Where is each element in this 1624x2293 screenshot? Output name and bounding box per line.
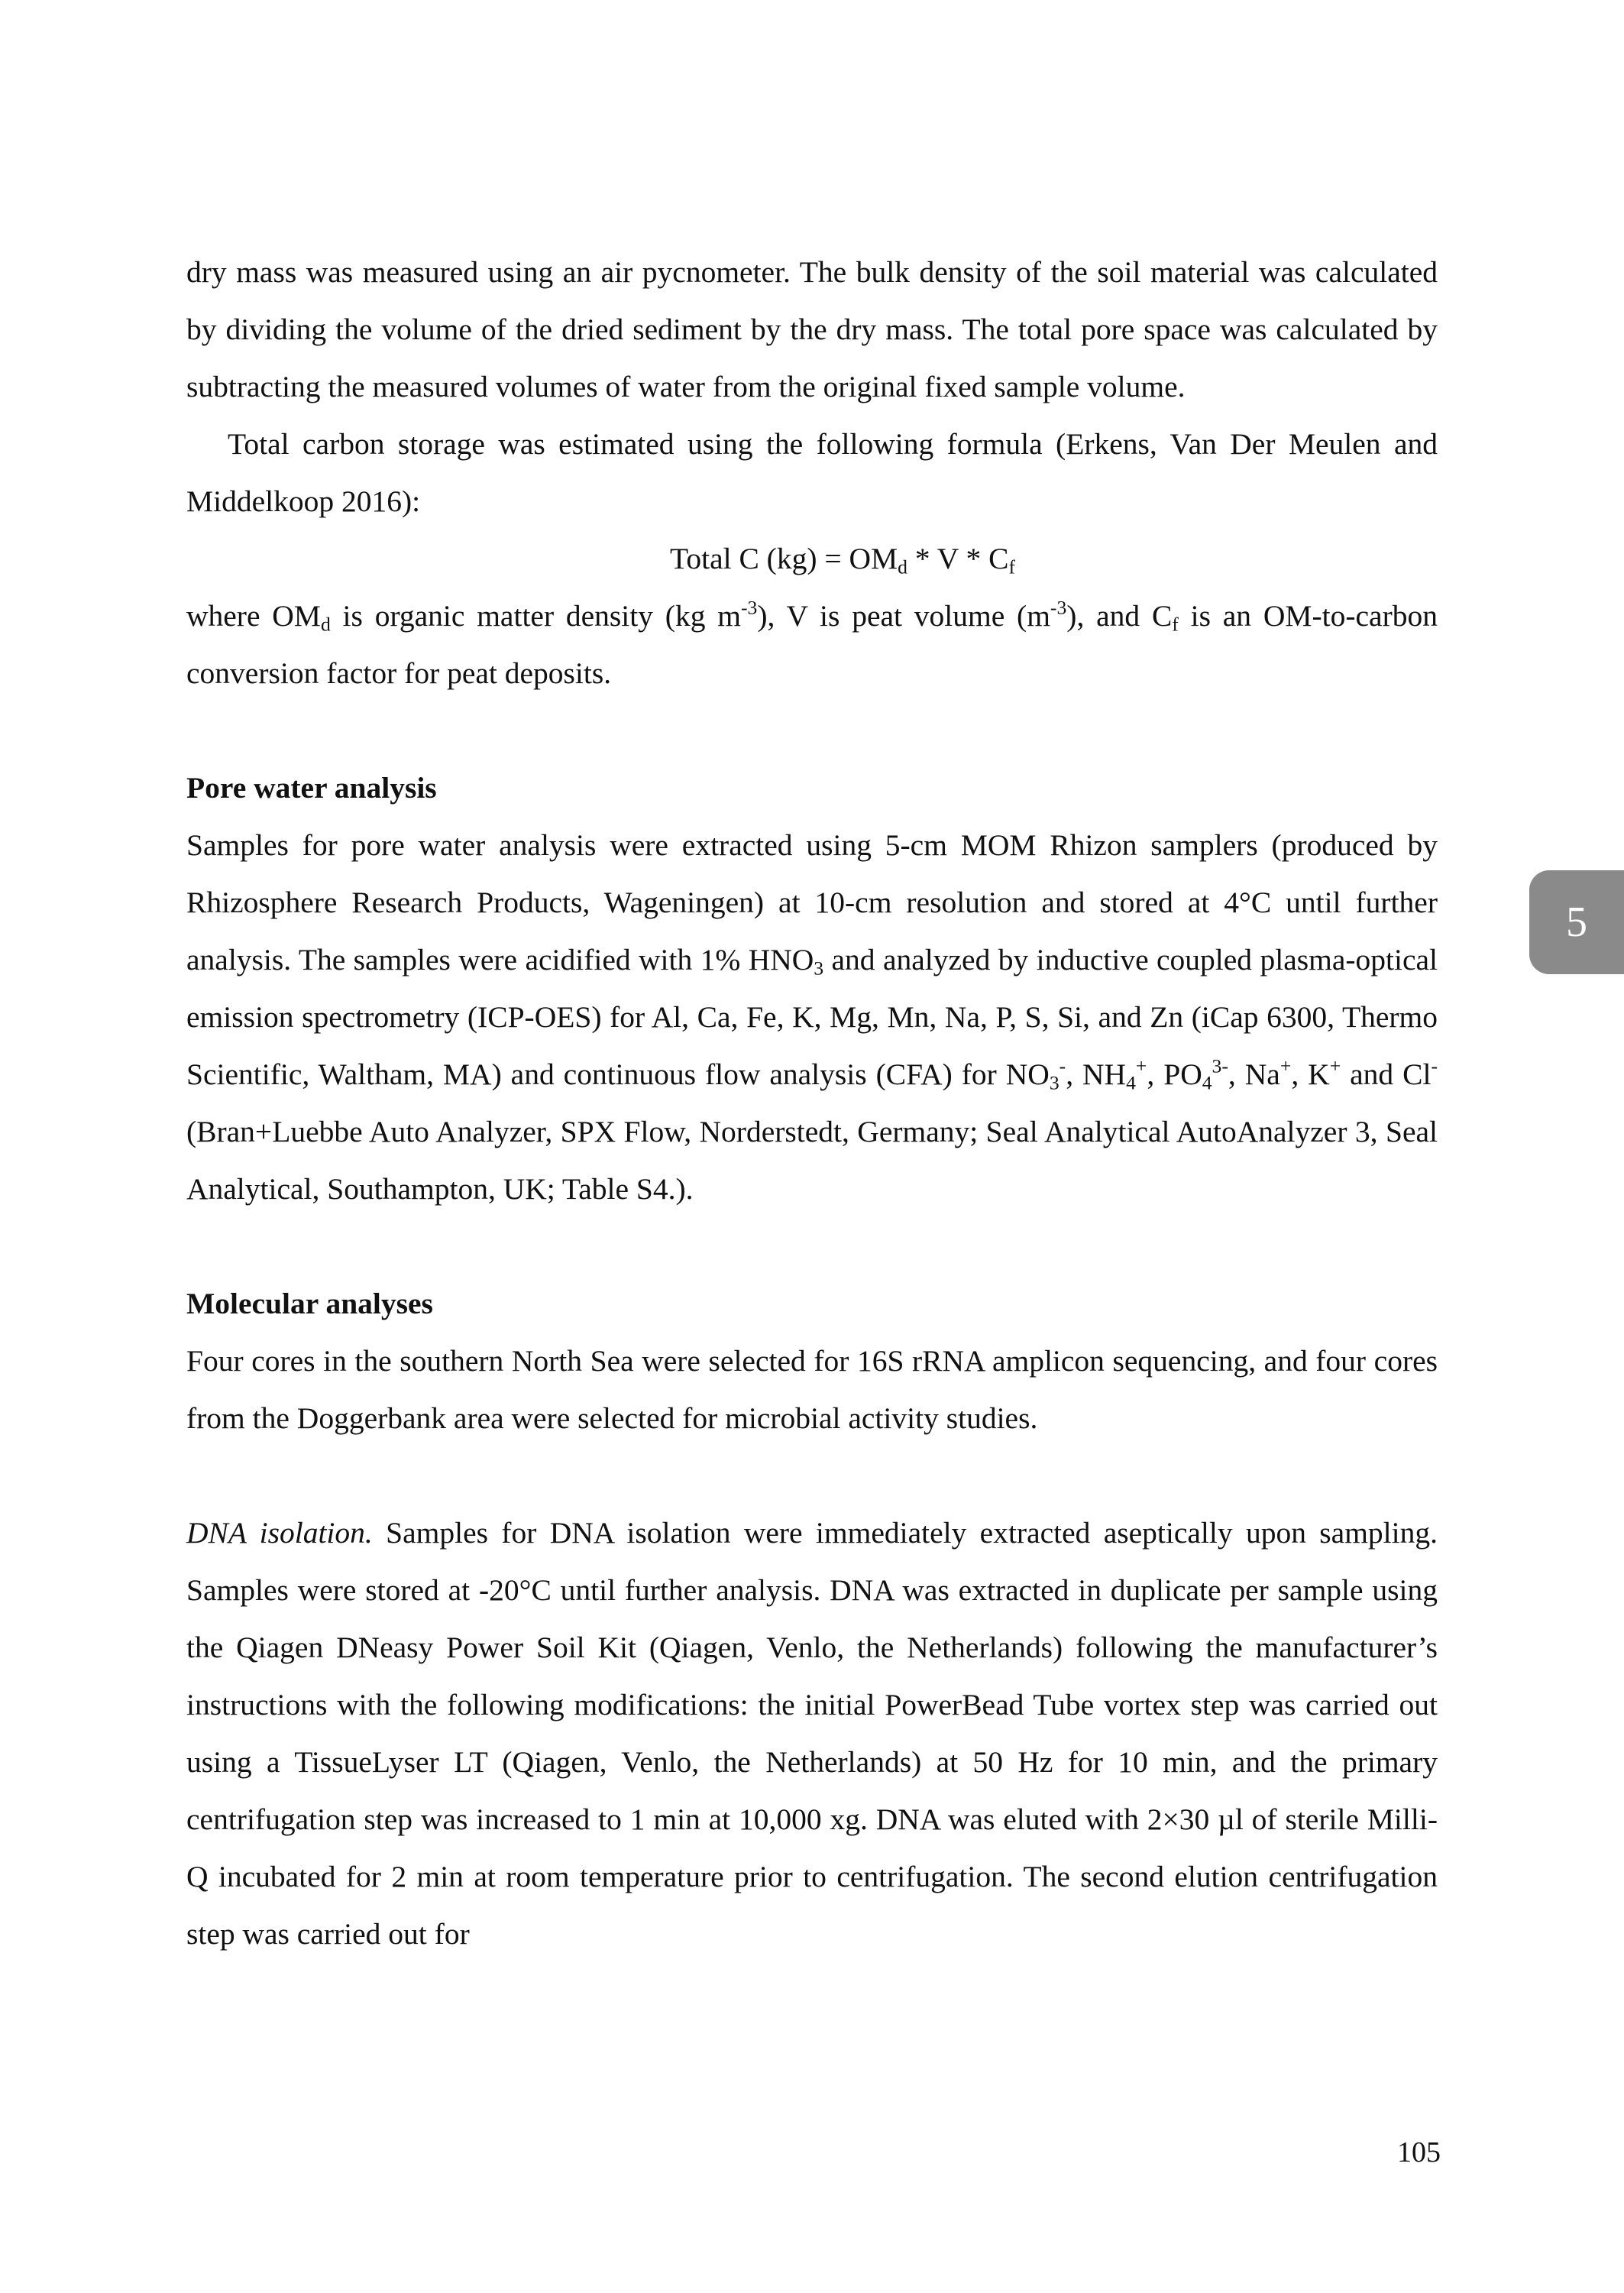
page-number: 105 [1397, 2136, 1441, 2168]
heading-pore-water-analysis: Pore water analysis [186, 771, 437, 805]
heading-molecular-analyses: Molecular analyses [186, 1287, 433, 1320]
formula-total-carbon: Total C $(kg) = OM_d * V * C_f$ [669, 542, 1015, 578]
paragraph-pore-water: Samples for pore water analysis were extracted using 5-cm MOM Rhizon samplers (produced by Rhizosphere Research Products, Wageningen) at 10-cm resolution and stored at 4°C until further analysis. The samples were acidified with 1% $HNO_3$ and analyzed by inductive coupled plasma-optical emission spectrometry (ICP-OES) for Al, Ca, Fe, K, Mg, Mn, Na, P, S, Si, and Zn (iCap 6300, Thermo Scientific, Waltham, MA) and continuous flow analysis (CFA) for $NO_3^-$, $NH_4^+$, $PO_4^{3-}$, Na+, K+ and Cl- (Bran+Luebbe Auto Analyzer, SPX Flow, Norderstedt, Germany; Seal Analytical AutoAnalyzer 3, Seal Analytical, Southampton, UK; Table S4.). [186, 828, 1438, 1206]
dna-isolation-label: DNA isolation. [186, 1516, 373, 1550]
page-body [186, 244, 1438, 1963]
paragraph-carbon-storage: Total carbon storage was estimated using the following formula (Erkens, Van Der Meulen and Middelkoop 2016): [186, 427, 1438, 518]
paragraph-dna-isolation: DNA isolation. Samples for DNA isolation were immediately extracted aseptically upon sampling. Samples were stored at -20°C until further analysis. DNA was extracted in duplicate per sample using the Qiagen DNeasy Power Soil Kit (Qiagen, Venlo, the Netherlands) following the manufacturer’s instructions with the following modifications: the initial PowerBead Tube vortex step was carried out using a TissueLyser LT (Qiagen, Venlo, the Netherlands) at 50 Hz for 10 min, and the primary centrifugation step was increased to 1 min at 10,000 xg. DNA was eluted with 2×30 µl of sterile Milli-Q incubated for 2 min at room temperature prior to centrifugation. The second elution centrifugation step was carried out for [186, 1516, 1438, 1951]
paragraph-formula-definitions: where $OM_d$ is organic matter density (kg $m^{-3}$), V is peat volume $(m^{-3})$, and $C_f$ is an OM-to-carbon conversion factor for peat deposits. [186, 596, 1438, 690]
chapter-tab: 5 [1529, 870, 1624, 974]
paragraph-molecular: Four cores in the southern North Sea were selected for 16S rRNA amplicon sequencing, and four cores from the Doggerbank area were selected for microbial activity studies. [186, 1344, 1438, 1435]
paragraph-bulk-density: dry mass was measured using an air pycnometer. The bulk density of the soil material was calculated by dividing the volume of the dried sediment by the dry mass. The total pore space was calculated by subtracting the measured volumes of water from the original fixed sample volume. [186, 255, 1438, 403]
